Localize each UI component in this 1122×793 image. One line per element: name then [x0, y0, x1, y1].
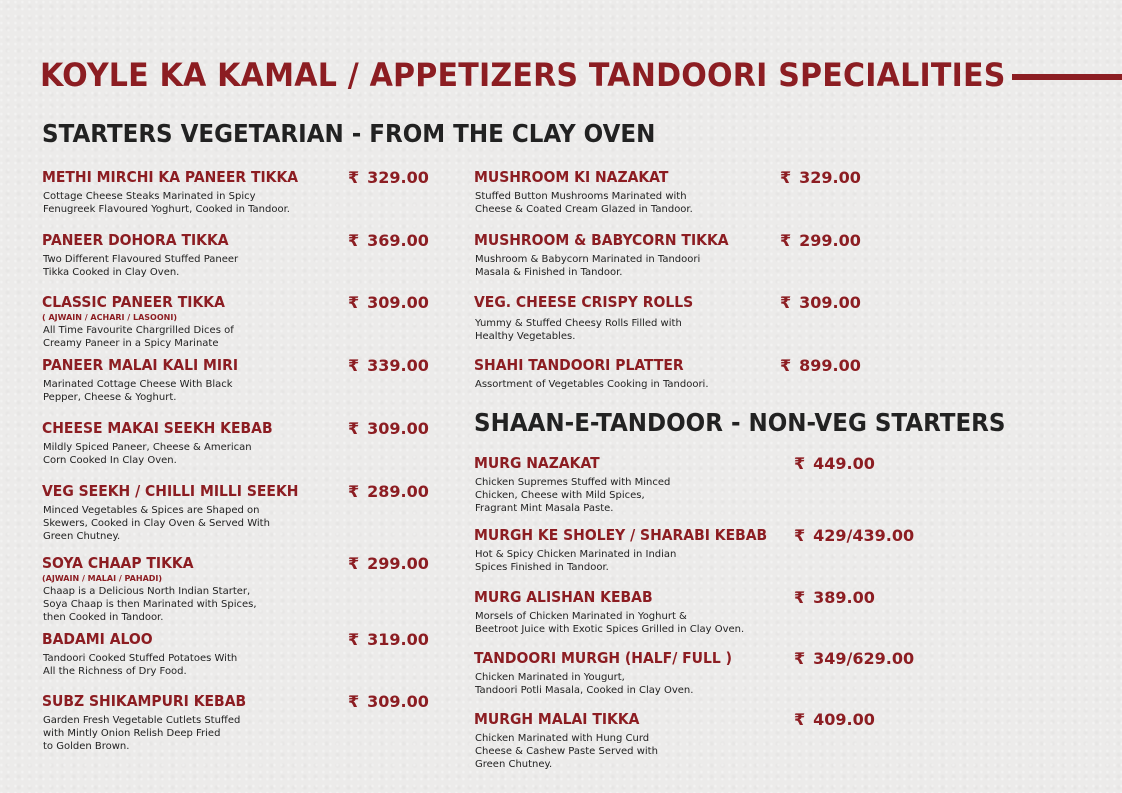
item-description: Chicken Supremes Stuffed with Minced Chicken, Cheese with Mild Spices, Fragrant Mint Masala Paste. — [475, 477, 671, 514]
item-description: Hot & Spicy Chicken Marinated in Indian Spices Finished in Tandoor. — [475, 549, 677, 573]
rupee-icon: ₹ — [348, 168, 360, 187]
item-description: Minced Vegetables & Spices are Shaped on Skewers, Cooked in Clay Oven & Served With Green Chutney. — [43, 505, 270, 542]
item-description: Yummy & Stuffed Cheesy Rolls Filled with Healthy Vegetables. — [475, 318, 682, 342]
item-description: Stuffed Button Mushrooms Marinated with Cheese & Coated Cream Glazed in Tandoor. — [475, 191, 693, 215]
item-price: ₹ 899.00 — [780, 356, 861, 375]
item-name: PANEER DOHORA TIKKA — [42, 231, 229, 249]
item-price: ₹ 449.00 — [794, 454, 875, 473]
item-description: Mildly Spiced Paneer, Cheese & American Corn Cooked In Clay Oven. — [43, 442, 252, 466]
item-name: MURGH KE SHOLEY / SHARABI KEBAB — [474, 526, 768, 544]
item-price: ₹ 289.00 — [348, 482, 429, 501]
item-price: ₹ 309.00 — [348, 293, 429, 312]
item-name: VEG. CHEESE CRISPY ROLLS — [474, 293, 694, 311]
item-name: MURGH MALAI TIKKA — [474, 710, 640, 728]
item-name: CHEESE MAKAI SEEKH KEBAB — [42, 419, 273, 437]
item-variants: ( AJWAIN / ACHARI / LASOONI) — [42, 313, 177, 322]
item-price: ₹ 389.00 — [794, 588, 875, 607]
item-price: ₹ 429/439.00 — [794, 526, 915, 545]
item-price: ₹ 329.00 — [780, 168, 861, 187]
rupee-icon: ₹ — [348, 692, 360, 711]
rupee-icon: ₹ — [794, 454, 806, 473]
item-name: METHI MIRCHI KA PANEER TIKKA — [42, 168, 299, 186]
item-price: ₹ 309.00 — [348, 419, 429, 438]
item-price: ₹ 349/629.00 — [794, 649, 915, 668]
title-rule — [1012, 74, 1122, 80]
item-name: SOYA CHAAP TIKKA — [42, 554, 194, 572]
rupee-icon: ₹ — [348, 554, 360, 573]
item-name: PANEER MALAI KALI MIRI — [42, 356, 239, 374]
rupee-icon: ₹ — [780, 231, 792, 250]
item-description: Chicken Marinated with Hung Curd Cheese & Cashew Paste Served with Green Chutney. — [475, 733, 658, 770]
item-price: ₹ 329.00 — [348, 168, 429, 187]
item-name: VEG SEEKH / CHILLI MILLI SEEKH — [42, 482, 299, 500]
item-name: CLASSIC PANEER TIKKA — [42, 293, 225, 311]
page-title: KOYLE KA KAMAL / APPETIZERS TANDOORI SPECIALITIES — [40, 56, 1006, 94]
item-price: ₹ 299.00 — [780, 231, 861, 250]
item-name: BADAMI ALOO — [42, 630, 153, 648]
rupee-icon: ₹ — [348, 419, 360, 438]
nonveg-section-heading: SHAAN-E-TANDOOR - NON-VEG STARTERS — [474, 408, 1006, 437]
item-name: MUSHROOM & BABYCORN TIKKA — [474, 231, 729, 249]
item-variants: (AJWAIN / MALAI / PAHADI) — [42, 574, 163, 583]
rupee-icon: ₹ — [794, 710, 806, 729]
item-description: Tandoori Cooked Stuffed Potatoes With All the Richness of Dry Food. — [43, 653, 238, 677]
rupee-icon: ₹ — [794, 649, 806, 668]
item-description: Marinated Cottage Cheese With Black Pepper, Cheese & Yoghurt. — [43, 379, 233, 403]
item-description: All Time Favourite Chargrilled Dices of Creamy Paneer in a Spicy Marinate — [43, 325, 234, 349]
item-name: MURG NAZAKAT — [474, 454, 600, 472]
item-price: ₹ 309.00 — [348, 692, 429, 711]
item-description: Chaap is a Delicious North Indian Starter, Soya Chaap is then Marinated with Spices, then Cooked in Tandoor. — [43, 586, 257, 623]
item-description: Garden Fresh Vegetable Cutlets Stuffed with Mintly Onion Relish Deep Fried to Golden Brown. — [43, 715, 241, 752]
item-name: MURG ALISHAN KEBAB — [474, 588, 653, 606]
rupee-icon: ₹ — [794, 526, 806, 545]
item-price: ₹ 369.00 — [348, 231, 429, 250]
item-name: SUBZ SHIKAMPURI KEBAB — [42, 692, 247, 710]
item-description: Morsels of Chicken Marinated in Yoghurt & Beetroot Juice with Exotic Spices Grilled in Clay Oven. — [475, 611, 745, 635]
item-price: ₹ 339.00 — [348, 356, 429, 375]
item-price: ₹ 409.00 — [794, 710, 875, 729]
item-price: ₹ 299.00 — [348, 554, 429, 573]
rupee-icon: ₹ — [780, 168, 792, 187]
item-description: Assortment of Vegetables Cooking in Tandoori. — [475, 379, 709, 390]
item-name: MUSHROOM KI NAZAKAT — [474, 168, 669, 186]
item-name: TANDOORI MURGH (HALF/ FULL ) — [474, 649, 733, 667]
rupee-icon: ₹ — [348, 356, 360, 375]
rupee-icon: ₹ — [780, 293, 792, 312]
rupee-icon: ₹ — [348, 231, 360, 250]
item-price: ₹ 309.00 — [780, 293, 861, 312]
rupee-icon: ₹ — [348, 293, 360, 312]
item-description: Mushroom & Babycorn Marinated in Tandoori Masala & Finished in Tandoor. — [475, 254, 701, 278]
rupee-icon: ₹ — [780, 356, 792, 375]
item-description: Two Different Flavoured Stuffed Paneer Tikka Cooked in Clay Oven. — [43, 254, 239, 278]
rupee-icon: ₹ — [348, 630, 360, 649]
item-name: SHAHI TANDOORI PLATTER — [474, 356, 684, 374]
rupee-icon: ₹ — [794, 588, 806, 607]
item-description: Cottage Cheese Steaks Marinated in Spicy Fenugreek Flavoured Yoghurt, Cooked in Tandoor. — [43, 191, 290, 215]
veg-section-heading: STARTERS VEGETARIAN - FROM THE CLAY OVEN — [42, 119, 656, 148]
item-price: ₹ 319.00 — [348, 630, 429, 649]
rupee-icon: ₹ — [348, 482, 360, 501]
item-description: Chicken Marinated in Yougurt, Tandoori Potli Masala, Cooked in Clay Oven. — [475, 672, 694, 696]
